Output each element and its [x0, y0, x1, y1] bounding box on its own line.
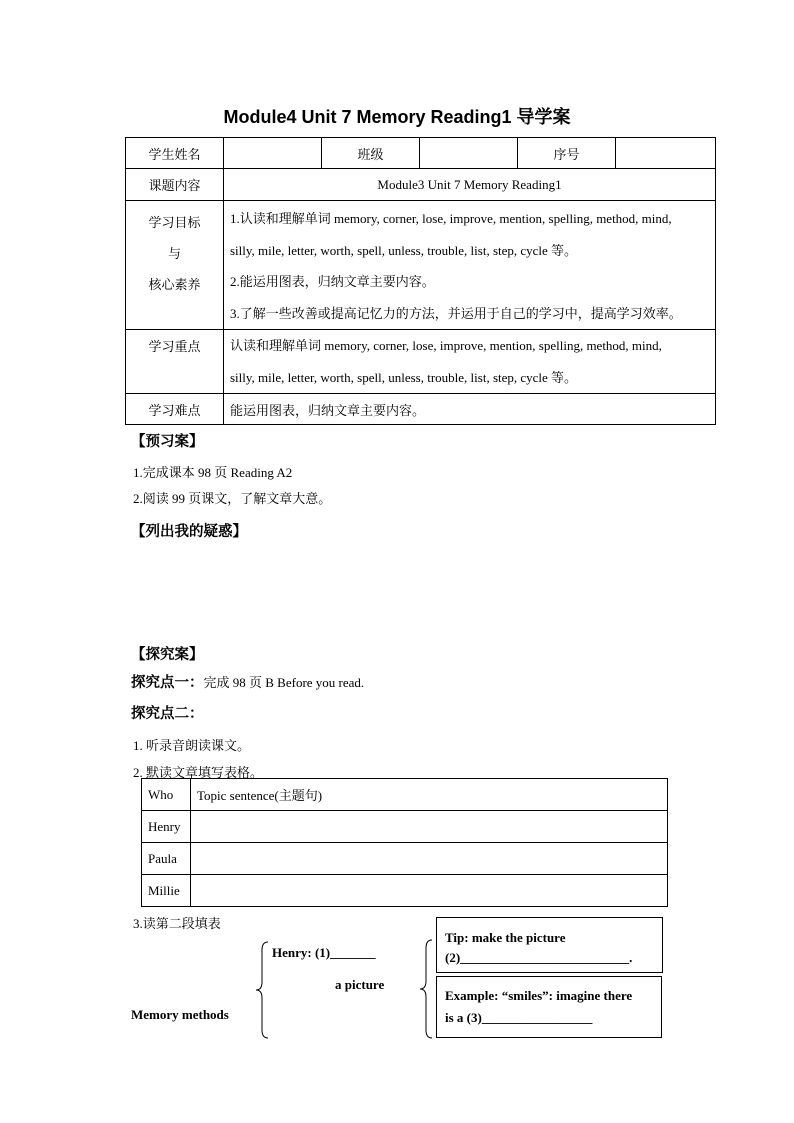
class-field[interactable]	[420, 138, 518, 169]
row-name: Millie	[142, 875, 191, 907]
preview-item-1: 1.完成课本 98 页 Reading A2	[133, 465, 293, 480]
row-name: Paula	[142, 843, 191, 875]
goal-content: 1.认读和理解单词 memory, corner, lose, improve, mention, spelling, method, mind, silly, mile, letter, worth, spell, unless, trouble, list, step, cycle 等。 2.能运用图表，归纳文章主要内容。 3.了解一些改善或提高记忆力的方法，并运用于自己的学习中，提高学习效率。	[224, 201, 716, 330]
example-box: Example: “smiles”: imagine there is a (3)_________________	[436, 976, 662, 1038]
topic-header-who: Who	[142, 779, 191, 811]
row-answer-field[interactable]	[191, 843, 668, 875]
explore-step-1: 1. 听录音朗读课文。	[133, 738, 251, 753]
topic-table	[141, 778, 668, 907]
tip-box: Tip: make the picture (2)__________________________.	[436, 917, 663, 973]
key-label: 学习重点	[126, 330, 224, 394]
memory-methods-label: Memory methods	[131, 1007, 229, 1022]
tip-blank[interactable]: (2)__________________________.	[445, 950, 633, 965]
info-table	[125, 137, 716, 425]
table-row	[142, 875, 668, 907]
number-field[interactable]	[616, 138, 716, 169]
example-blank[interactable]: is a (3)_________________	[445, 1010, 593, 1025]
explore-heading: 【探究案】	[131, 647, 204, 663]
doubts-heading: 【列出我的疑惑】	[131, 524, 247, 540]
number-label: 序号	[518, 138, 616, 169]
henry-blank[interactable]: Henry: (1)_______	[272, 945, 376, 960]
student-name-field[interactable]	[224, 138, 322, 169]
table-row	[142, 843, 668, 875]
explore-point-1: 探究点一：完成 98 页 B Before you read.	[131, 675, 365, 691]
topic-label: 课题内容	[126, 169, 224, 201]
student-name-label: 学生姓名	[126, 138, 224, 169]
explore-step-3: 3.读第二段填表	[133, 916, 221, 931]
key-content: 认读和理解单词 memory, corner, lose, improve, mention, spelling, method, mind, silly, mile, letter, worth, spell, unless, trouble, list, step, cycle 等。	[224, 330, 716, 394]
page-title: Module4 Unit 7 Memory Reading1 导学案	[223, 107, 571, 127]
goal-label: 学习目标 与 核心素养	[126, 201, 224, 330]
difficulty-label: 学习难点	[126, 394, 224, 425]
explore-step-2: 2. 默读文章填写表格。	[133, 765, 264, 780]
explore-point-2: 探究点二：	[131, 706, 204, 722]
topic-header-sentence: Topic sentence(主题句)	[191, 779, 668, 811]
row-answer-field[interactable]	[191, 811, 668, 843]
topic-value: Module3 Unit 7 Memory Reading1	[224, 169, 716, 201]
a-picture-label: a picture	[335, 977, 385, 992]
row-name: Henry	[142, 811, 191, 843]
preview-heading: 【预习案】	[131, 434, 204, 450]
difficulty-value: 能运用图表，归纳文章主要内容。	[224, 394, 716, 425]
row-answer-field[interactable]	[191, 875, 668, 907]
preview-item-2: 2.阅读 99 页课文，了解文章大意。	[133, 491, 332, 506]
class-label: 班级	[322, 138, 420, 169]
table-row	[142, 811, 668, 843]
